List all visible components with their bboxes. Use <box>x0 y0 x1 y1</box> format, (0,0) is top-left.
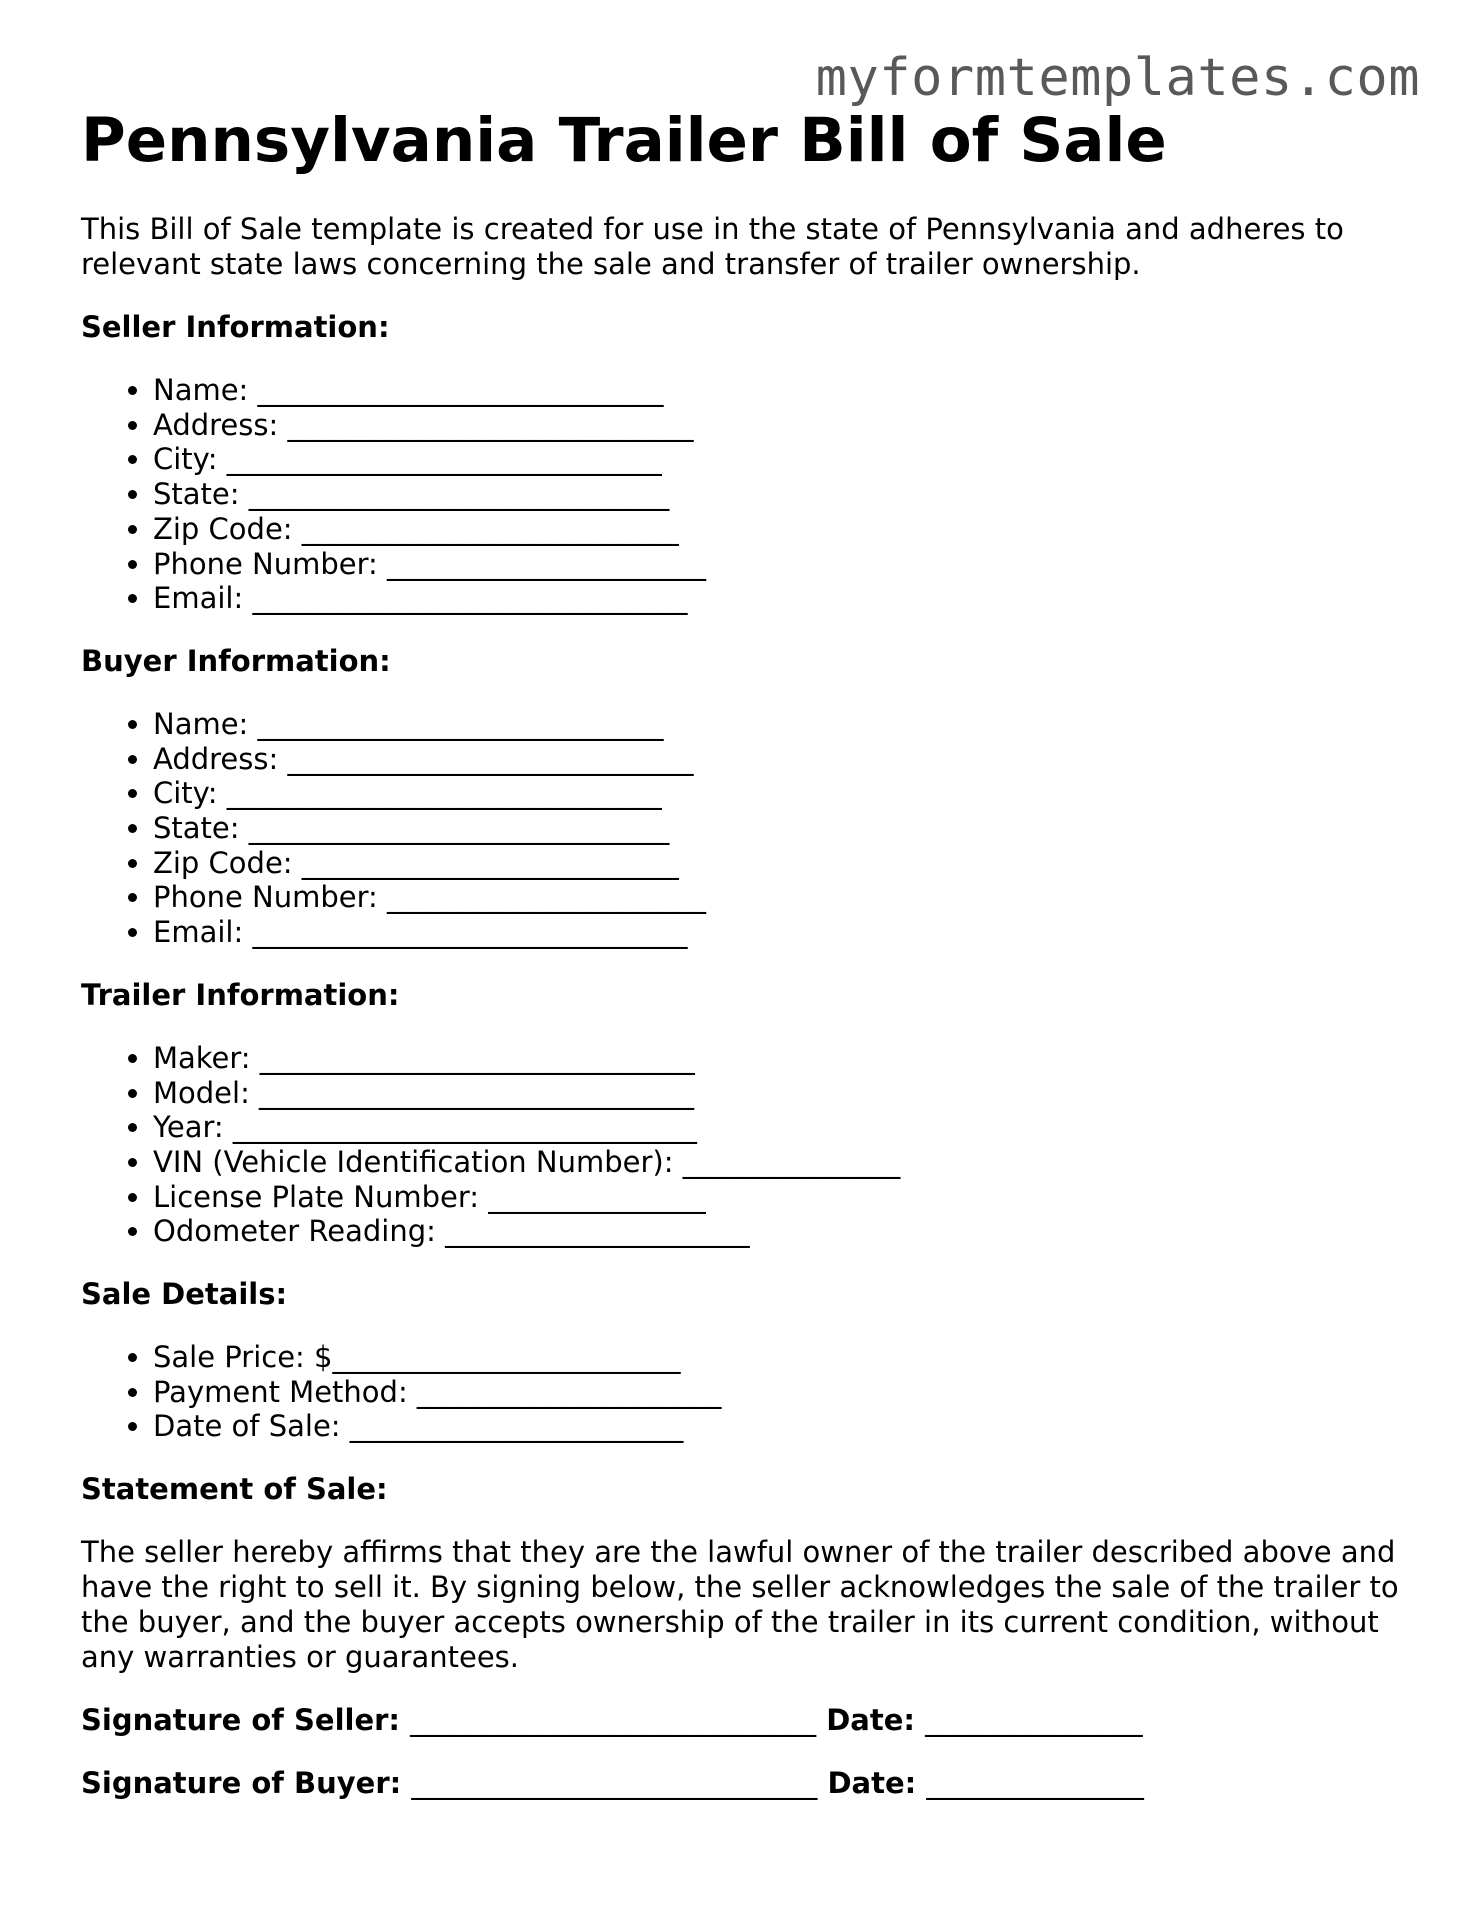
sale-heading: Sale Details: <box>81 1277 288 1312</box>
seller-signature-row <box>81 1703 1411 1738</box>
buyer-date-line: _______________ <box>926 1766 1144 1801</box>
seller-name-field: • Name: ____________________________ <box>153 373 1411 408</box>
seller-fields-list <box>81 373 1411 616</box>
seller-zip-field: • Zip Code: __________________________ <box>153 512 1411 547</box>
seller-email-field: • Email: ______________________________ <box>153 581 1411 616</box>
seller-signature-line: ____________________________ <box>410 1703 817 1738</box>
buyer-date-label: Date: <box>827 1766 917 1801</box>
trailer-model-field: • Model: ______________________________ <box>153 1076 1411 1111</box>
trailer-maker-field: • Maker: ______________________________ <box>153 1041 1411 1076</box>
date-of-sale-field: • Date of Sale: _______________________ <box>153 1409 1411 1444</box>
trailer-vin-field: • VIN (Vehicle Identification Number): _______________ <box>153 1145 1411 1180</box>
buyer-email-field: • Email: ______________________________ <box>153 915 1411 950</box>
seller-date-line: _______________ <box>925 1703 1143 1738</box>
payment-method-field: • Payment Method: _____________________ <box>153 1375 1411 1410</box>
watermark: myformtemplates.com <box>815 48 1420 108</box>
buyer-state-field: • State: _____________________________ <box>153 811 1411 846</box>
document-page <box>81 100 1411 1801</box>
seller-state-field: • State: _____________________________ <box>153 477 1411 512</box>
statement-paragraph: The seller hereby affirms that they are the lawful owner of the trailer described above and have the right to sell it. By signing below, the seller acknowledges the sale of the trailer to the buyer, and the buyer accepts ownership of the trailer in its current condition, without any warranties or guarantees. <box>81 1535 1399 1675</box>
intro-paragraph: This Bill of Sale template is created for use in the state of Pennsylvania and adheres to relevant state laws concerning the sale and transfer of trailer ownership. <box>81 212 1344 281</box>
sale-fields-list <box>81 1340 1411 1444</box>
buyer-signature-line: ____________________________ <box>411 1766 818 1801</box>
buyer-signature-row <box>81 1766 1411 1801</box>
buyer-phone-field: • Phone Number: ______________________ <box>153 880 1411 915</box>
buyer-name-field: • Name: ____________________________ <box>153 707 1411 742</box>
statement-heading: Statement of Sale: <box>81 1472 388 1507</box>
seller-heading: Seller Information: <box>81 310 390 344</box>
trailer-fields-list <box>81 1041 1411 1249</box>
buyer-signature-label: Signature of Buyer: <box>81 1766 402 1801</box>
seller-phone-field: • Phone Number: ______________________ <box>153 547 1411 582</box>
seller-signature-label: Signature of Seller: <box>81 1703 401 1738</box>
buyer-city-field: • City: ______________________________ <box>153 776 1411 811</box>
buyer-address-field: • Address: ____________________________ <box>153 742 1411 777</box>
sale-price-field: • Sale Price: $________________________ <box>153 1340 1411 1375</box>
buyer-heading: Buyer Information: <box>81 643 391 678</box>
buyer-fields-list <box>81 707 1411 950</box>
trailer-plate-field: • License Plate Number: _______________ <box>153 1180 1411 1215</box>
seller-date-label: Date: <box>826 1703 916 1738</box>
buyer-zip-field: • Zip Code: __________________________ <box>153 846 1411 881</box>
seller-city-field: • City: ______________________________ <box>153 442 1411 477</box>
trailer-heading: Trailer Information: <box>81 977 400 1012</box>
page-title: Pennsylvania Trailer Bill of Sale <box>81 105 1167 176</box>
trailer-year-field: • Year: ________________________________ <box>153 1110 1411 1145</box>
seller-address-field: • Address: ____________________________ <box>153 408 1411 443</box>
trailer-odometer-field: • Odometer Reading: _____________________ <box>153 1214 1411 1249</box>
